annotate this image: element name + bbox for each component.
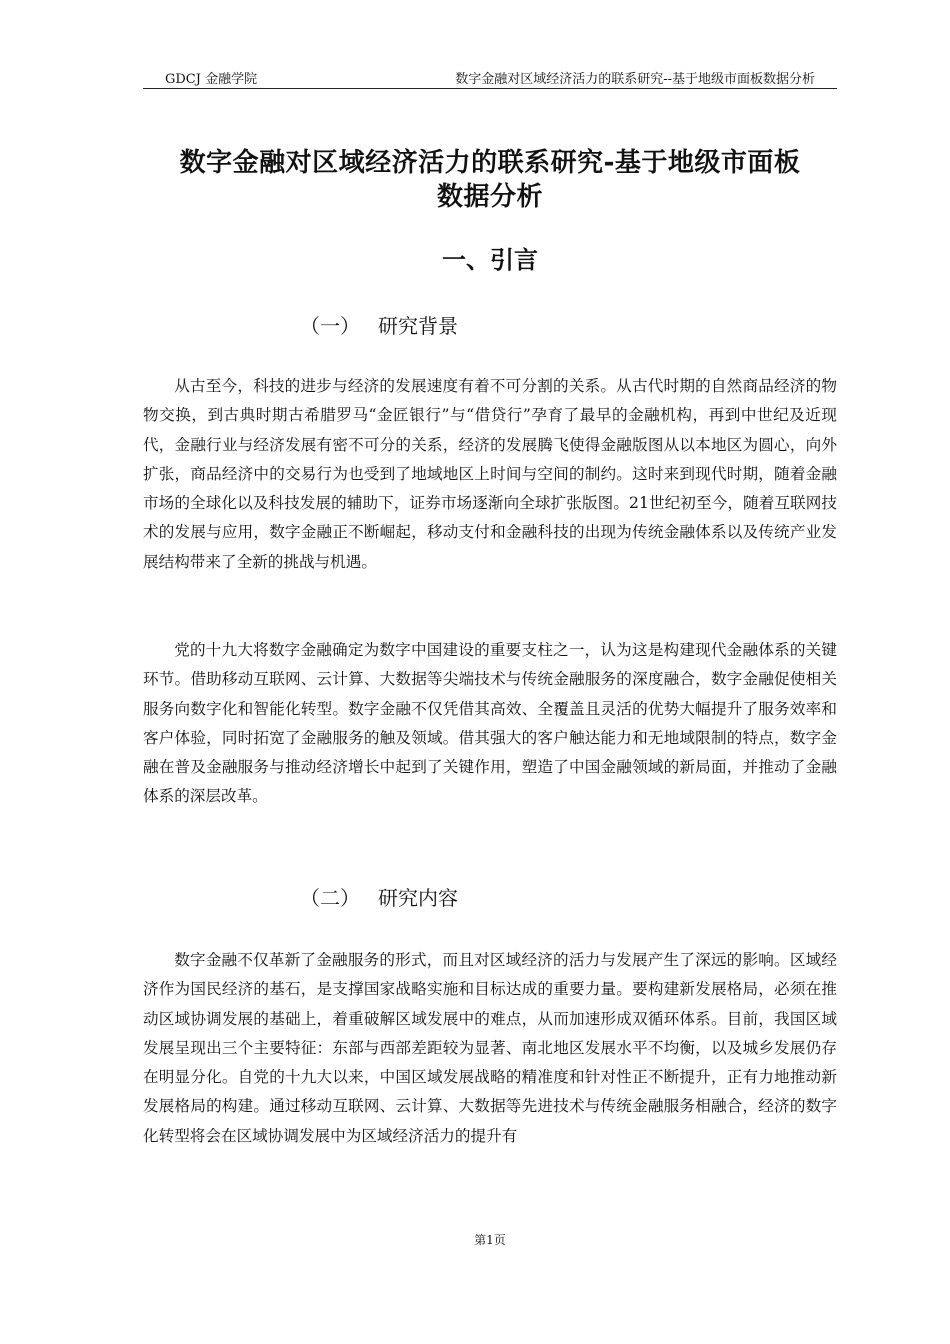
section-heading-introduction: 一、引言 [442, 246, 538, 274]
subsection-title: 研究背景 [378, 314, 458, 338]
title-line-1: 数字金融对区域经济活力的联系研究-基于地级市面板 [179, 148, 801, 178]
paragraph: 数字金融不仅革新了金融服务的形式，而且对区域经济的活力与发展产生了深远的影响。区域经济作为国民经济的基石，是支撑国家战略实施和目标达成的重要力量。要构建新发展格局，必须在推动区域协调发展的基础上，着重破解区域发展中的难点，从而加速形成双循环体系。目前，我国区域发展呈现出三个主要特征：东部与西部差距较为显著、南北地区发展水平不均衡，以及城乡发展仍存在明显分化。自党的十九大以来，中国区域发展战略的精准度和针对性正不断提升，正有力地推动新发展格局的构建。通过移动互联网、云计算、大数据等先进技术与传统金融服务相融合，经济的数字化转型将会在区域协调发展中为区域经济活力的提升有 [143, 951, 837, 1145]
page-header [143, 66, 837, 89]
subsection-heading-content [300, 884, 458, 912]
document-title [143, 146, 837, 214]
subsection-title: 研究内容 [378, 886, 458, 910]
header-right-text: 数字金融对区域经济活力的联系研究--基于地级市面板数据分析 [455, 72, 815, 87]
subsection-number: （二） [300, 886, 360, 910]
paragraph: 党的十九大将数字金融确定为数字中国建设的重要支柱之一，认为这是构建现代金融体系的关键环节。借助移动互联网、云计算、大数据等尖端技术与传统金融服务的深度融合，数字金融促使相关服务向数字化和智能化转型。数字金融不仅凭借其高效、全覆盖且灵活的优势大幅提升了服务效率和客户体验，同时拓宽了金融服务的触及领域。借其强大的客户触达能力和无地域限制的特点，数字金融在普及金融服务与推动经济增长中起到了关键作用，塑造了中国金融领域的新局面，并推动了金融体系的深层改革。 [143, 641, 837, 806]
title-line-2: 数据分析 [436, 182, 543, 212]
paragraph: 从古至今，科技的进步与经济的发展速度有着不可分割的关系。从古代时期的自然商品经济的物物交换，到古典时期古希腊罗马“金匠银行”与“借贷行”孕育了最早的金融机构，再到中世纪及近现代，金融行业与经济发展有密不可分的关系，经济的发展腾飞使得金融版图从以本地区为圆心，向外扩张，商品经济中的交易行为也受到了地域地区上时间与空间的制约。这时来到现代时期，随着金融市场的全球化以及科技发展的辅助下，证券市场逐渐向全球扩张版图。21世纪初至今，随着互联网技术的发展与应用，数字金融正不断崛起，移动支付和金融科技的出现为传统金融体系以及传统产业发展结构带来了全新的挑战与机遇。 [143, 377, 837, 571]
subsection-heading-background [300, 312, 458, 340]
subsection-number: （一） [300, 314, 360, 338]
page-number: 第1页 [474, 1233, 506, 1247]
header-left-text: GDCJ 金融学院 [165, 72, 258, 87]
